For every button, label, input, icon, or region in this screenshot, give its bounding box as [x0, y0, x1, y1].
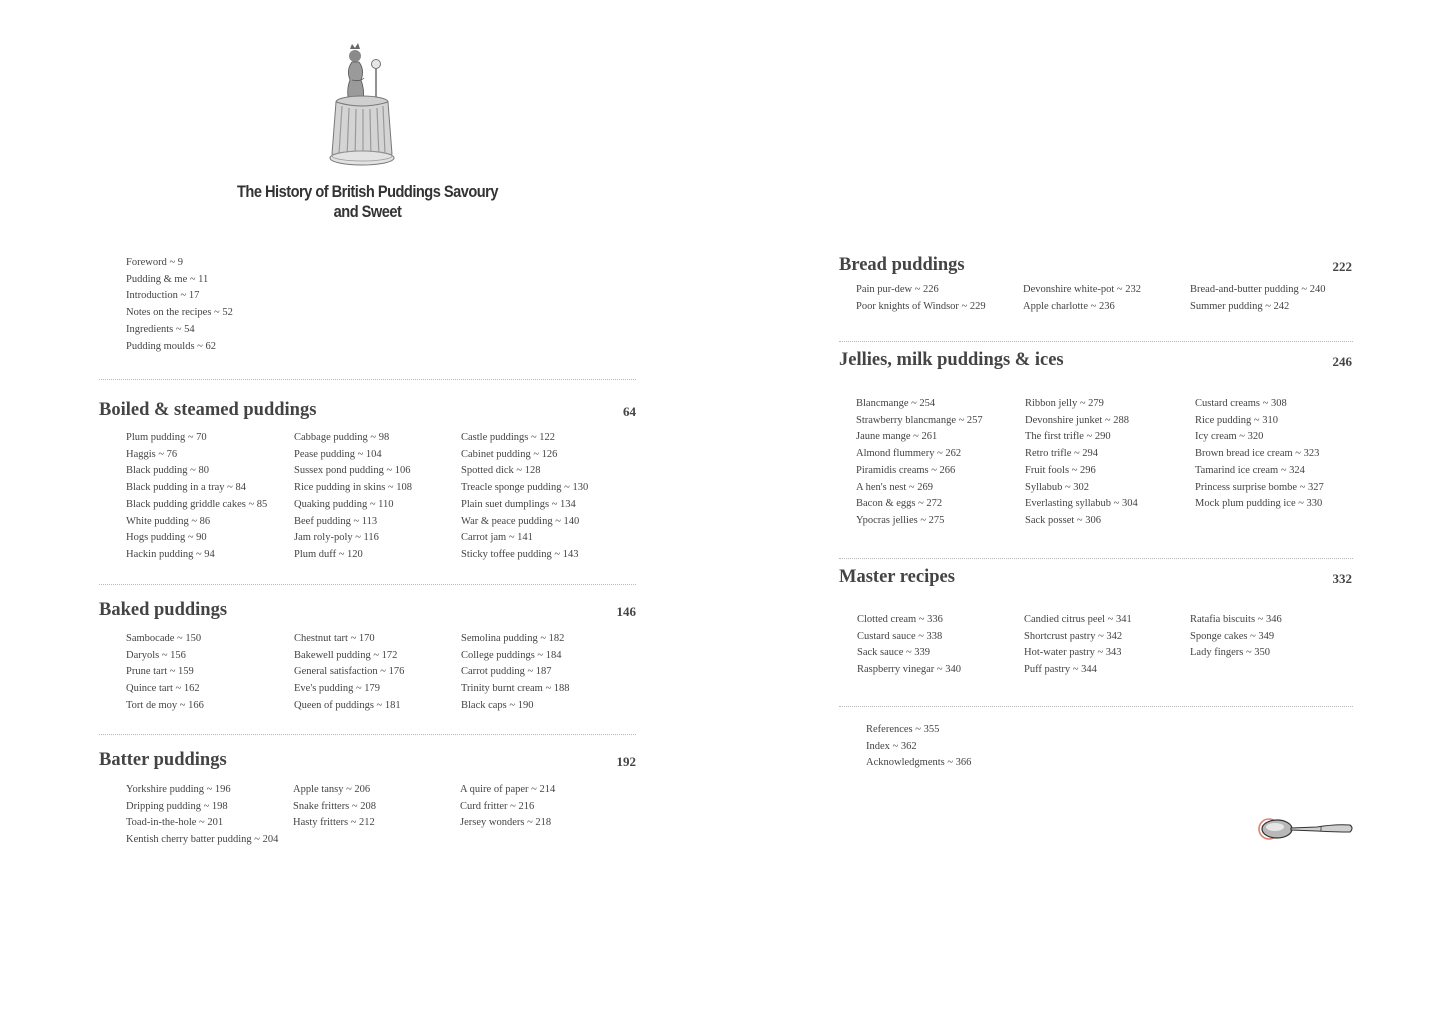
toc-entry[interactable]: Apple tansy ~ 206: [293, 784, 371, 795]
toc-entry[interactable]: Apple charlotte ~ 236: [1023, 300, 1115, 312]
toc-entry[interactable]: Sambocade ~ 150: [126, 633, 202, 644]
section-divider: [99, 379, 636, 380]
section-page-batter: 192: [616, 754, 636, 769]
toc-entry[interactable]: Black pudding griddle cakes ~ 85: [126, 498, 268, 510]
toc-entry[interactable]: General satisfaction ~ 176: [294, 666, 405, 678]
toc-entry[interactable]: Devonshire junket ~ 288: [1025, 414, 1129, 426]
toc-entry[interactable]: Plum duff ~ 120: [294, 548, 363, 560]
toc-entry[interactable]: Black caps ~ 190: [461, 699, 534, 711]
section-title-bread[interactable]: Bread puddings: [839, 255, 965, 275]
toc-entry[interactable]: Ypocras jellies ~ 275: [856, 514, 945, 526]
toc-entry[interactable]: Ingredients ~ 54: [126, 323, 195, 335]
section-column: [1025, 396, 1138, 530]
toc-entry[interactable]: Fruit fools ~ 296: [1025, 464, 1096, 476]
toc-entry[interactable]: Retro trifle ~ 294: [1025, 448, 1099, 460]
toc-entry[interactable]: Raspberry vinegar ~ 340: [857, 664, 961, 676]
toc-entry[interactable]: Treacle sponge pudding ~ 130: [461, 482, 589, 494]
toc-entry[interactable]: Introduction ~ 17: [126, 290, 200, 302]
toc-entry[interactable]: Sticky toffee pudding ~ 143: [461, 548, 579, 560]
toc-entry[interactable]: Bakewell pudding ~ 172: [294, 649, 398, 661]
toc-entry[interactable]: War & peace pudding ~ 140: [461, 515, 580, 527]
section-divider: [839, 558, 1353, 559]
toc-entry[interactable]: Chestnut tart ~ 170: [294, 633, 375, 644]
toc-entry[interactable]: Mock plum pudding ice ~ 330: [1195, 498, 1323, 510]
toc-entry[interactable]: Rice pudding ~ 310: [1195, 414, 1278, 426]
toc-entry[interactable]: Sussex pond pudding ~ 106: [294, 465, 411, 477]
section-title-jellies[interactable]: Jellies, milk puddings & ices: [839, 350, 1064, 370]
section-column: [856, 282, 986, 315]
section-title-baked[interactable]: Baked puddings: [99, 600, 228, 620]
toc-entry[interactable]: Hogs pudding ~ 90: [126, 532, 207, 544]
toc-entry[interactable]: Haggis ~ 76: [126, 448, 178, 460]
toc-entry[interactable]: Brown bread ice cream ~ 323: [1195, 448, 1320, 460]
toc-entry[interactable]: Eve's pudding ~ 179: [294, 683, 381, 695]
toc-entry[interactable]: Cabbage pudding ~ 98: [294, 432, 390, 443]
toc-entry[interactable]: Pudding moulds ~ 62: [126, 340, 216, 352]
toc-entry[interactable]: Princess surprise bombe ~ 327: [1195, 481, 1324, 493]
toc-entry[interactable]: Snake fritters ~ 208: [293, 800, 376, 812]
toc-entry[interactable]: Black pudding ~ 80: [126, 465, 209, 477]
section-divider: [839, 341, 1353, 342]
section-title-batter[interactable]: Batter puddings: [99, 750, 227, 770]
toc-entry[interactable]: Sack sauce ~ 339: [857, 647, 931, 659]
toc-entry[interactable]: Quaking pudding ~ 110: [294, 498, 394, 510]
book-title: The History of British Puddings Savoury and Sweet: [237, 182, 498, 221]
toc-entry[interactable]: Carrot jam ~ 141: [461, 532, 533, 544]
toc-entry[interactable]: Daryols ~ 156: [126, 649, 186, 661]
toc-entry[interactable]: Hackin pudding ~ 94: [126, 548, 215, 560]
toc-entry[interactable]: Icy cream ~ 320: [1195, 431, 1264, 443]
toc-entry[interactable]: Rice pudding in skins ~ 108: [294, 482, 412, 494]
toc-entry[interactable]: Puff pastry ~ 344: [1024, 664, 1097, 676]
toc-entry[interactable]: Pudding & me ~ 11: [126, 273, 209, 285]
toc-entry[interactable]: Cabinet pudding ~ 126: [461, 448, 558, 460]
toc-entry[interactable]: Index ~ 362: [866, 740, 917, 752]
back-matter-list: [866, 722, 971, 772]
toc-entry[interactable]: Acknowledgments ~ 366: [866, 757, 972, 769]
toc-entry[interactable]: Beef pudding ~ 113: [294, 515, 378, 527]
toc-entry[interactable]: Blancmange ~ 254: [856, 398, 936, 409]
section-column: [1190, 612, 1282, 662]
section-column: [293, 782, 376, 832]
section-title-boiled[interactable]: Boiled & steamed puddings: [99, 400, 317, 420]
toc-entry[interactable]: Semolina pudding ~ 182: [461, 633, 565, 644]
toc-entry[interactable]: References ~ 355: [866, 724, 940, 735]
section-divider: [99, 584, 636, 585]
toc-entry[interactable]: The first trifle ~ 290: [1025, 431, 1111, 443]
toc-entry[interactable]: Devonshire white-pot ~ 232: [1023, 284, 1141, 295]
toc-entry[interactable]: Foreword ~ 9: [126, 257, 184, 268]
toc-entry[interactable]: Jersey wonders ~ 218: [460, 817, 552, 829]
toc-entry[interactable]: Syllabub ~ 302: [1025, 481, 1090, 493]
toc-entry[interactable]: Jam roly-poly ~ 116: [294, 532, 379, 544]
toc-entry[interactable]: Curd fritter ~ 216: [460, 800, 535, 812]
toc-entry[interactable]: A hen's nest ~ 269: [856, 481, 933, 493]
toc-entry[interactable]: Bacon & eggs ~ 272: [856, 498, 943, 510]
toc-entry[interactable]: Prune tart ~ 159: [126, 666, 194, 678]
toc-entry[interactable]: Bread-and-butter pudding ~ 240: [1190, 284, 1326, 295]
toc-entry[interactable]: Toad-in-the-hole ~ 201: [126, 817, 224, 829]
toc-entry[interactable]: Kentish cherry batter pudding ~ 204: [126, 834, 279, 846]
toc-entry[interactable]: Black pudding in a tray ~ 84: [126, 482, 246, 494]
toc-entry[interactable]: Custard sauce ~ 338: [857, 630, 943, 642]
section-divider: [99, 734, 636, 735]
toc-entry[interactable]: Plum pudding ~ 70: [126, 432, 207, 443]
section-divider: [839, 706, 1353, 707]
toc-entry[interactable]: Ratafia biscuits ~ 346: [1190, 614, 1282, 625]
toc-entry[interactable]: Summer pudding ~ 242: [1190, 300, 1290, 312]
toc-entry[interactable]: Castle puddings ~ 122: [461, 432, 556, 443]
spoon-icon: [1255, 812, 1355, 844]
front-matter-list: [126, 255, 233, 355]
toc-entry[interactable]: White pudding ~ 86: [126, 515, 211, 527]
toc-entry[interactable]: Hot-water pastry ~ 343: [1024, 647, 1122, 659]
toc-entry[interactable]: Lady fingers ~ 350: [1190, 647, 1271, 659]
section-column: [1190, 282, 1325, 315]
toc-entry[interactable]: Spotted dick ~ 128: [461, 465, 541, 477]
section-page-bread: 222: [1332, 259, 1352, 274]
section-column: [1023, 282, 1141, 315]
section-column: [461, 631, 570, 715]
toc-entry[interactable]: Poor knights of Windsor ~ 229: [856, 300, 986, 312]
section-column: [1195, 396, 1324, 513]
toc-entry[interactable]: Shortcrust pastry ~ 342: [1024, 630, 1123, 642]
toc-entry[interactable]: Hasty fritters ~ 212: [293, 817, 375, 829]
toc-entry[interactable]: Almond flummery ~ 262: [856, 448, 962, 460]
toc-entry[interactable]: Custard creams ~ 308: [1195, 398, 1287, 409]
section-page-jellies: 246: [1332, 354, 1352, 369]
section-column: [294, 631, 404, 715]
section-page-boiled: 64: [623, 404, 636, 419]
toc-entry[interactable]: Queen of puddings ~ 181: [294, 699, 401, 711]
section-column: [460, 782, 555, 832]
toc-entry[interactable]: Trinity burnt cream ~ 188: [461, 683, 570, 695]
toc-entry[interactable]: Strawberry blancmange ~ 257: [856, 414, 983, 426]
toc-entry[interactable]: Tort de moy ~ 166: [126, 699, 204, 711]
section-column: [857, 612, 961, 679]
section-column: [126, 631, 204, 715]
section-column: [126, 782, 278, 849]
section-column: [294, 430, 412, 564]
toc-entry[interactable]: Pain pur-dew ~ 226: [856, 284, 939, 295]
section-column: [461, 430, 588, 564]
toc-entry[interactable]: Plain suet dumplings ~ 134: [461, 498, 576, 510]
toc-entry[interactable]: Notes on the recipes ~ 52: [126, 307, 233, 319]
toc-entry[interactable]: Jaune mange ~ 261: [856, 431, 938, 443]
section-column: [1024, 612, 1132, 679]
section-title-master[interactable]: Master recipes: [839, 567, 955, 587]
toc-entry[interactable]: Ribbon jelly ~ 279: [1025, 398, 1104, 409]
toc-entry[interactable]: College puddings ~ 184: [461, 649, 562, 661]
section-column: [126, 430, 267, 564]
jelly-mould-figure-logo: [322, 42, 402, 172]
toc-entry[interactable]: Piramidis creams ~ 266: [856, 464, 956, 476]
toc-entry[interactable]: Everlasting syllabub ~ 304: [1025, 498, 1138, 510]
section-page-baked: 146: [616, 604, 636, 619]
toc-entry[interactable]: Tamarind ice cream ~ 324: [1195, 464, 1305, 476]
section-column: [856, 396, 983, 530]
toc-entry[interactable]: Sack posset ~ 306: [1025, 514, 1101, 526]
toc-entry[interactable]: Yorkshire pudding ~ 196: [126, 784, 231, 795]
toc-entry[interactable]: Quince tart ~ 162: [126, 683, 200, 695]
toc-entry[interactable]: A quire of paper ~ 214: [460, 784, 556, 795]
toc-entry[interactable]: Pease pudding ~ 104: [294, 448, 382, 460]
toc-entry[interactable]: Carrot pudding ~ 187: [461, 666, 552, 678]
toc-entry[interactable]: Dripping pudding ~ 198: [126, 800, 228, 812]
toc-entry[interactable]: Candied citrus peel ~ 341: [1024, 614, 1132, 625]
toc-entry[interactable]: Sponge cakes ~ 349: [1190, 630, 1275, 642]
toc-entry[interactable]: Clotted cream ~ 336: [857, 614, 943, 625]
section-page-master: 332: [1332, 571, 1352, 586]
